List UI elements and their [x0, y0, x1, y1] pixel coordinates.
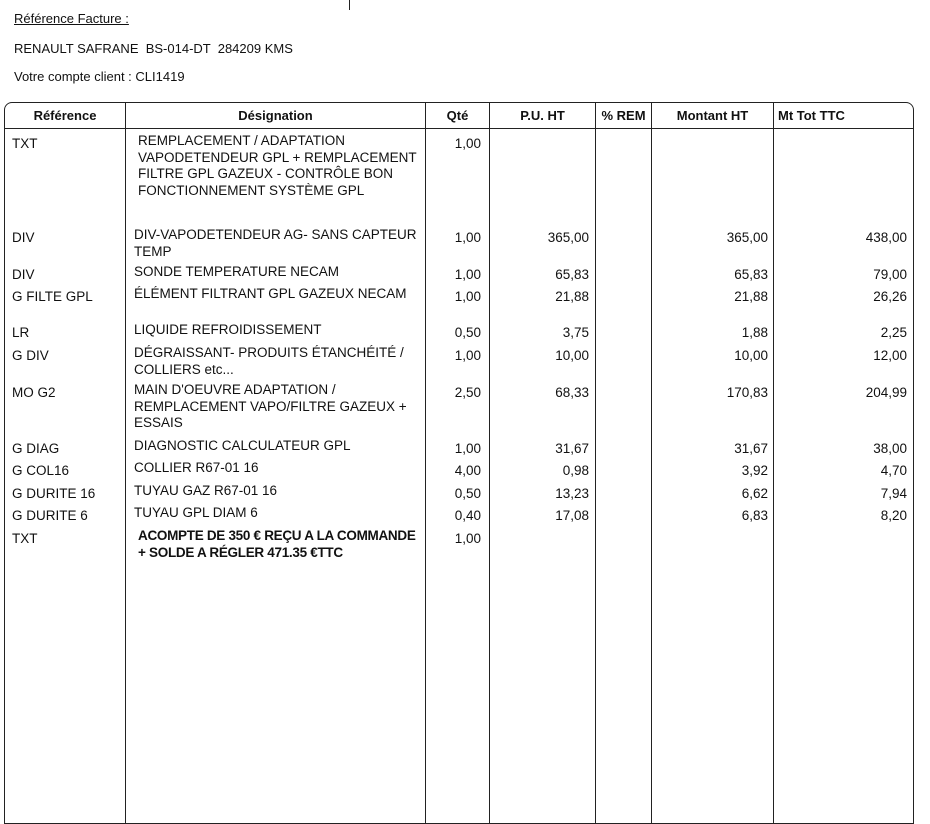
cell-pu-ht: 68,33	[555, 385, 589, 400]
invoice-table	[4, 102, 914, 824]
cell-montant-ht: 3,92	[741, 463, 768, 478]
cell-designation: SONDE TEMPERATURE NECAM	[134, 264, 340, 279]
cell-qte: 1,00	[454, 289, 481, 304]
cell-mt-tot-ttc: 204,99	[865, 385, 907, 400]
column-divider	[125, 103, 126, 823]
cell-qte: 1,00	[454, 267, 481, 282]
cell-reference: G DIAG	[12, 441, 60, 456]
page-tick-mark	[349, 0, 350, 10]
cell-qte: 1,00	[454, 441, 481, 456]
cell-pu-ht: 21,88	[555, 289, 589, 304]
cell-pu-ht: 0,98	[562, 463, 589, 478]
cell-montant-ht: 170,83	[726, 385, 768, 400]
cell-pu-ht: 365,00	[547, 230, 589, 245]
cell-pu-ht: 17,08	[555, 508, 589, 523]
cell-montant-ht: 6,62	[741, 486, 768, 501]
cell-montant-ht: 1,88	[741, 325, 768, 340]
column-divider	[773, 103, 774, 823]
col-header-mt-tot-ttc: Mt Tot TTC	[778, 108, 845, 123]
cell-reference: G FILTE GPL	[12, 289, 93, 304]
cell-qte: 0,50	[454, 486, 481, 501]
cell-qte: 1,00	[454, 531, 481, 546]
cell-reference: DIV	[12, 267, 35, 282]
column-divider	[651, 103, 652, 823]
cell-reference: G COL16	[12, 463, 70, 478]
cell-reference: MO G2	[12, 385, 56, 400]
column-divider	[595, 103, 596, 823]
cell-mt-tot-ttc: 79,00	[873, 267, 907, 282]
cell-montant-ht: 65,83	[734, 267, 768, 282]
cell-reference: G DIV	[12, 348, 49, 363]
cell-mt-tot-ttc: 12,00	[873, 348, 907, 363]
col-header-designation: Désignation	[238, 108, 313, 123]
header-divider	[5, 128, 913, 129]
cell-qte: 1,00	[454, 348, 481, 363]
cell-designation: REMPLACEMENT / ADAPTATION VAPODETENDEUR GPL + REMPLACEMENT FILTRE GPL GAZEUX - CONTRÔLE BON FONCTIONNEMENT SYSTÈME GPL	[138, 133, 417, 198]
cell-qte: 1,00	[454, 230, 481, 245]
cell-pu-ht: 3,75	[562, 325, 589, 340]
cell-pu-ht: 65,83	[555, 267, 589, 282]
cell-reference: TXT	[12, 136, 38, 151]
cell-qte: 4,00	[454, 463, 481, 478]
cell-designation: DIV-VAPODETENDEUR AG- SANS CAPTEUR TEMP	[134, 227, 417, 259]
cell-montant-ht: 21,88	[734, 289, 768, 304]
cell-mt-tot-ttc: 438,00	[865, 230, 907, 245]
col-header-montant-ht: Montant HT	[676, 108, 749, 123]
cell-montant-ht: 10,00	[734, 348, 768, 363]
cell-mt-tot-ttc: 7,94	[880, 486, 907, 501]
col-header-qte: Qté	[446, 108, 469, 123]
cell-designation: COLLIER R67-01 16	[134, 460, 259, 475]
cell-designation: LIQUIDE REFROIDISSEMENT	[134, 322, 322, 337]
cell-qte: 1,00	[454, 136, 481, 151]
cell-reference: G DURITE 6	[12, 508, 88, 523]
cell-qte: 0,40	[454, 508, 481, 523]
cell-reference: G DURITE 16	[12, 486, 96, 501]
cell-qte: 2,50	[454, 385, 481, 400]
cell-montant-ht: 31,67	[734, 441, 768, 456]
cell-montant-ht: 365,00	[726, 230, 768, 245]
cell-pu-ht: 13,23	[555, 486, 589, 501]
cell-reference: LR	[12, 325, 30, 340]
cell-designation: MAIN D'OEUVRE ADAPTATION / REMPLACEMENT VAPO/FILTRE GAZEUX + ESSAIS	[134, 382, 407, 430]
col-header-rem: % REM	[601, 108, 646, 123]
client-account: Votre compte client : CLI1419	[14, 69, 185, 84]
vehicle-info: RENAULT SAFRANE BS-014-DT 284209 KMS	[14, 41, 293, 56]
cell-reference: DIV	[12, 230, 35, 245]
cell-designation: ACOMPTE DE 350 € REÇU A LA COMMANDE + SOLDE A RÉGLER 471.35 €TTC	[138, 528, 416, 560]
cell-mt-tot-ttc: 8,20	[880, 508, 907, 523]
cell-designation: TUYAU GAZ R67-01 16	[134, 483, 278, 498]
cell-designation: TUYAU GPL DIAM 6	[134, 505, 258, 520]
cell-reference: TXT	[12, 531, 38, 546]
column-divider	[489, 103, 490, 823]
cell-designation: DIAGNOSTIC CALCULATEUR GPL	[134, 438, 351, 453]
cell-montant-ht: 6,83	[741, 508, 768, 523]
column-divider	[425, 103, 426, 823]
cell-designation: ÉLÉMENT FILTRANT GPL GAZEUX NECAM	[134, 286, 407, 301]
cell-mt-tot-ttc: 38,00	[873, 441, 907, 456]
invoice-reference-label: Référence Facture :	[14, 11, 129, 26]
cell-mt-tot-ttc: 26,26	[873, 289, 907, 304]
cell-pu-ht: 31,67	[555, 441, 589, 456]
cell-pu-ht: 10,00	[555, 348, 589, 363]
cell-designation: DÉGRAISSANT- PRODUITS ÉTANCHÉITÉ / COLLIERS etc...	[134, 345, 404, 377]
col-header-reference: Référence	[33, 108, 97, 123]
col-header-pu-ht: P.U. HT	[520, 108, 565, 123]
cell-qte: 0,50	[454, 325, 481, 340]
cell-mt-tot-ttc: 4,70	[880, 463, 907, 478]
cell-mt-tot-ttc: 2,25	[880, 325, 907, 340]
